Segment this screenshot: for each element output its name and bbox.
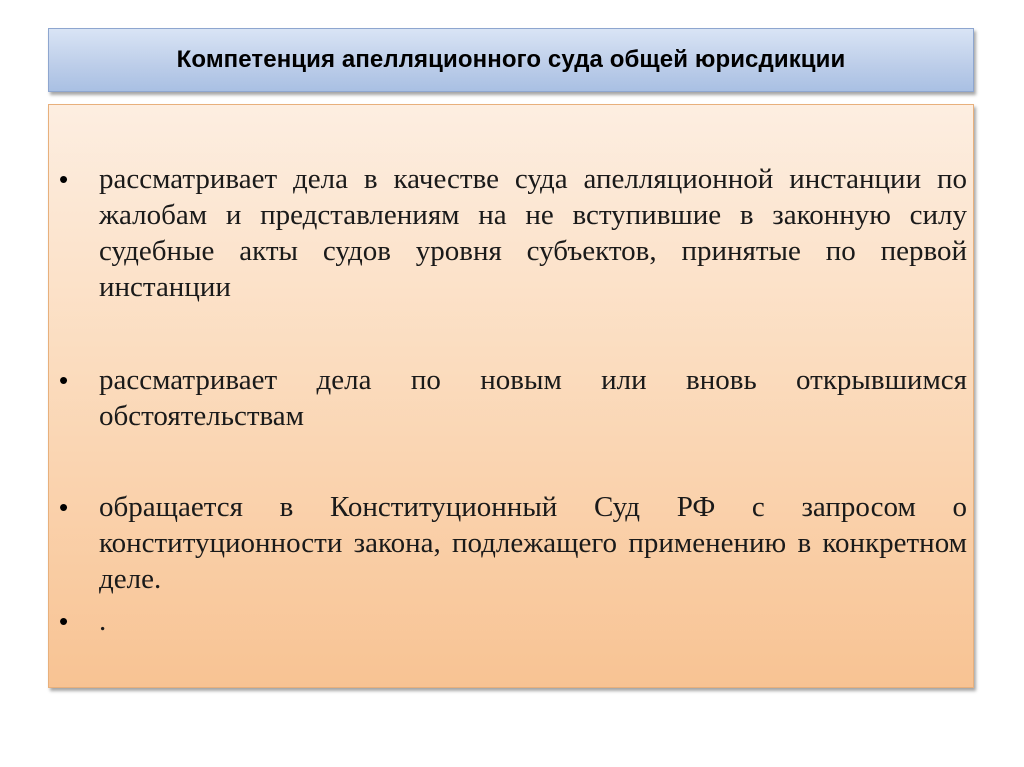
bullet-icon: • [59, 492, 69, 522]
slide-title: Компетенция апелляционного суда общей юрисдикции [176, 46, 846, 73]
bullet-text: . [99, 605, 107, 637]
bullet-icon: • [59, 365, 69, 395]
content-box [48, 104, 974, 688]
bullet-text: рассматривает дела в качестве суда апелляционной инстанции по жалобам и представлениям на не вступившие в законную силу судебные акты судов уровня субъектов, принятые по первой инстанции [99, 163, 967, 303]
title-box [48, 28, 974, 92]
bullet-icon: • [59, 606, 69, 636]
bullet-text: рассматривает дела по новым или вновь открывшимся обстоятельствам [99, 364, 967, 432]
bullet-text: обращается в Конституционный Суд РФ с запросом о конституционности закона, подлежащего применению в конкретном деле. [99, 491, 967, 595]
bullet-icon: • [59, 164, 69, 194]
